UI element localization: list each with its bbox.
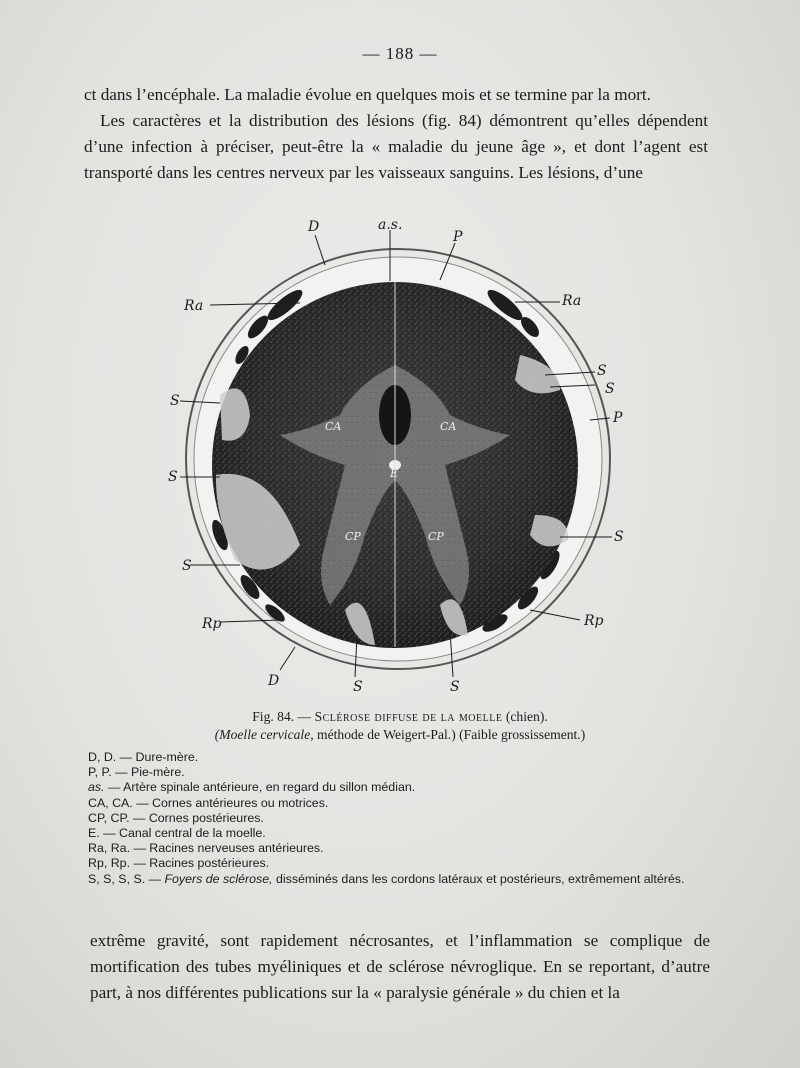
paragraph-continuation: ct dans l’encéphale. La maladie évolue en quelques mois et se termine par la mort.: [84, 85, 651, 104]
top-paragraphs: [84, 82, 708, 186]
label-cp-right: CP: [428, 530, 444, 543]
label-s-left-2: S: [168, 469, 178, 485]
caption-subtitle: méthode de Weigert-Pal.) (Faible grossissement.): [313, 727, 586, 742]
figure-legend: [88, 750, 716, 887]
caption-subtitle-italic: (Moelle cervicale,: [214, 727, 314, 742]
bottom-paragraph: [90, 928, 710, 1006]
label-d-bottom: D: [268, 673, 280, 689]
legend-item: D, D. — Dure-mère.: [88, 750, 199, 764]
legend-item: S, S, S, S. — Foyers de sclérose, disséminés dans les cordons latéraux et postérieurs, extrêmement altérés.: [88, 871, 685, 886]
label-ca-right: CA: [440, 420, 457, 433]
label-s-bottom-1: S: [353, 679, 363, 695]
label-p-top: P: [453, 229, 463, 245]
label-as: a.s.: [378, 217, 403, 233]
label-cp-left: CP: [345, 530, 361, 543]
legend-item: P, P. — Pie-mère.: [88, 765, 185, 780]
label-s-left-3: S: [182, 558, 192, 574]
legend-item: CA, CA. — Cornes antérieures ou motrices.: [88, 795, 329, 810]
label-d-top: D: [308, 219, 320, 235]
label-s-left-1: S: [170, 393, 180, 409]
label-s-right-1: S: [597, 363, 607, 379]
caption-prefix: Fig. 84. —: [252, 709, 312, 724]
label-p-right: P: [613, 410, 623, 426]
page-number: — 188 —: [362, 44, 438, 63]
label-ca-left: CA: [325, 420, 342, 433]
paragraph-gravity: extrême gravité, sont rapidement nécrosantes, et l’inflammation se complique de mortification des tubes myéliniques et de sclérose névroglique. En se reportant, d’autre part, à nos différentes publications sur la « paralysie générale » du chien et la: [90, 931, 710, 1002]
legend-item: Ra, Ra. — Racines nerveuses antérieures.: [88, 841, 324, 856]
label-rp-right: Rp: [584, 613, 604, 629]
figure-spinal-cord-section: [150, 215, 650, 695]
legend-item: CP, CP. — Cornes postérieures.: [88, 810, 264, 825]
label-ra-right: Ra: [562, 293, 582, 309]
label-rp-left: Rp: [202, 616, 222, 632]
legend-item: E. — Canal central de la moelle.: [88, 826, 266, 841]
legend-item: as. — Artère spinale antérieure, en regard du sillon médian.: [88, 780, 416, 795]
paragraph-lesions: Les caractères et la distribution des lésions (fig. 84) démontrent qu’elles dépendent d’une infection à préciser, peut-être la « maladie du jeune âge », et dont l’agent est transporté dans les centres nerveux par les vaisseaux sanguins. Les lésions, d’une: [84, 111, 708, 182]
caption-title: Sclérose diffuse de la moelle: [314, 709, 503, 724]
label-s-bottom-2: S: [450, 679, 460, 695]
spinal-cord-illustration: [150, 215, 650, 695]
label-e-center: E: [390, 467, 399, 480]
legend-item: Rp, Rp. — Racines postérieures.: [88, 856, 270, 871]
label-s-right-3: S: [614, 529, 624, 545]
label-ra-left: Ra: [184, 298, 204, 314]
label-s-right-2: S: [605, 381, 615, 397]
caption-title-tail: (chien).: [502, 709, 548, 724]
figure-caption: [0, 708, 800, 744]
